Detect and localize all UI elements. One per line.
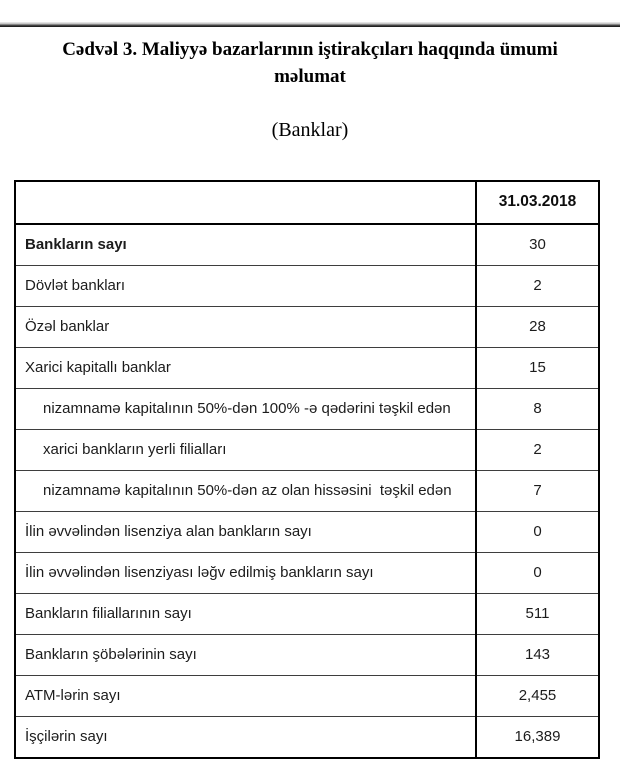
row-value: 2: [476, 429, 599, 470]
row-label: İlin əvvəlindən lisenziyası ləğv edilmiş bankların sayı: [15, 552, 476, 593]
banks-table: [14, 180, 600, 759]
row-value: 28: [476, 306, 599, 347]
table-row: [15, 634, 599, 675]
table-row: [15, 511, 599, 552]
table-row: [15, 306, 599, 347]
row-value: 0: [476, 552, 599, 593]
row-label: İlin əvvəlindən lisenziya alan bankların sayı: [15, 511, 476, 552]
row-label: xarici bankların yerli filialları: [15, 429, 476, 470]
top-divider-rule: [0, 22, 620, 27]
page-title: Cədvəl 3. Maliyyə bazarlarının iştirakçıları haqqında ümumi məlumat: [62, 39, 558, 87]
row-label: nizamnamə kapitalının 50%-dən az olan hissəsini təşkil edən: [15, 470, 476, 511]
table-row: [15, 716, 599, 758]
row-value: 511: [476, 593, 599, 634]
row-value: 2,455: [476, 675, 599, 716]
table-row: [15, 224, 599, 266]
row-value: 15: [476, 347, 599, 388]
row-label: Bankların şöbələrinin sayı: [15, 634, 476, 675]
table-row: [15, 593, 599, 634]
row-value: 2: [476, 265, 599, 306]
row-value: 0: [476, 511, 599, 552]
row-label: nizamnamə kapitalının 50%-dən 100% -ə qədərini təşkil edən: [15, 388, 476, 429]
table-row: [15, 470, 599, 511]
table-row: [15, 429, 599, 470]
row-value: 30: [476, 224, 599, 266]
table-body: [15, 224, 599, 758]
row-label: İşçilərin sayı: [15, 716, 476, 758]
row-value: 7: [476, 470, 599, 511]
header-date-cell: 31.03.2018: [476, 181, 599, 224]
row-value: 8: [476, 388, 599, 429]
page-subtitle: (Banklar): [271, 118, 349, 141]
row-label: Bankların filiallarının sayı: [15, 593, 476, 634]
row-label: Xarici kapitallı banklar: [15, 347, 476, 388]
header-empty-cell: [15, 181, 476, 224]
table-row: [15, 265, 599, 306]
row-label: Bankların sayı: [15, 224, 476, 266]
row-label: ATM-lərin sayı: [15, 675, 476, 716]
table-header-row: [15, 181, 599, 224]
row-value: 143: [476, 634, 599, 675]
table-row: [15, 675, 599, 716]
row-label: Özəl banklar: [15, 306, 476, 347]
table-row: [15, 347, 599, 388]
table-row: [15, 552, 599, 593]
table-row: [15, 388, 599, 429]
row-value: 16,389: [476, 716, 599, 758]
row-label: Dövlət bankları: [15, 265, 476, 306]
